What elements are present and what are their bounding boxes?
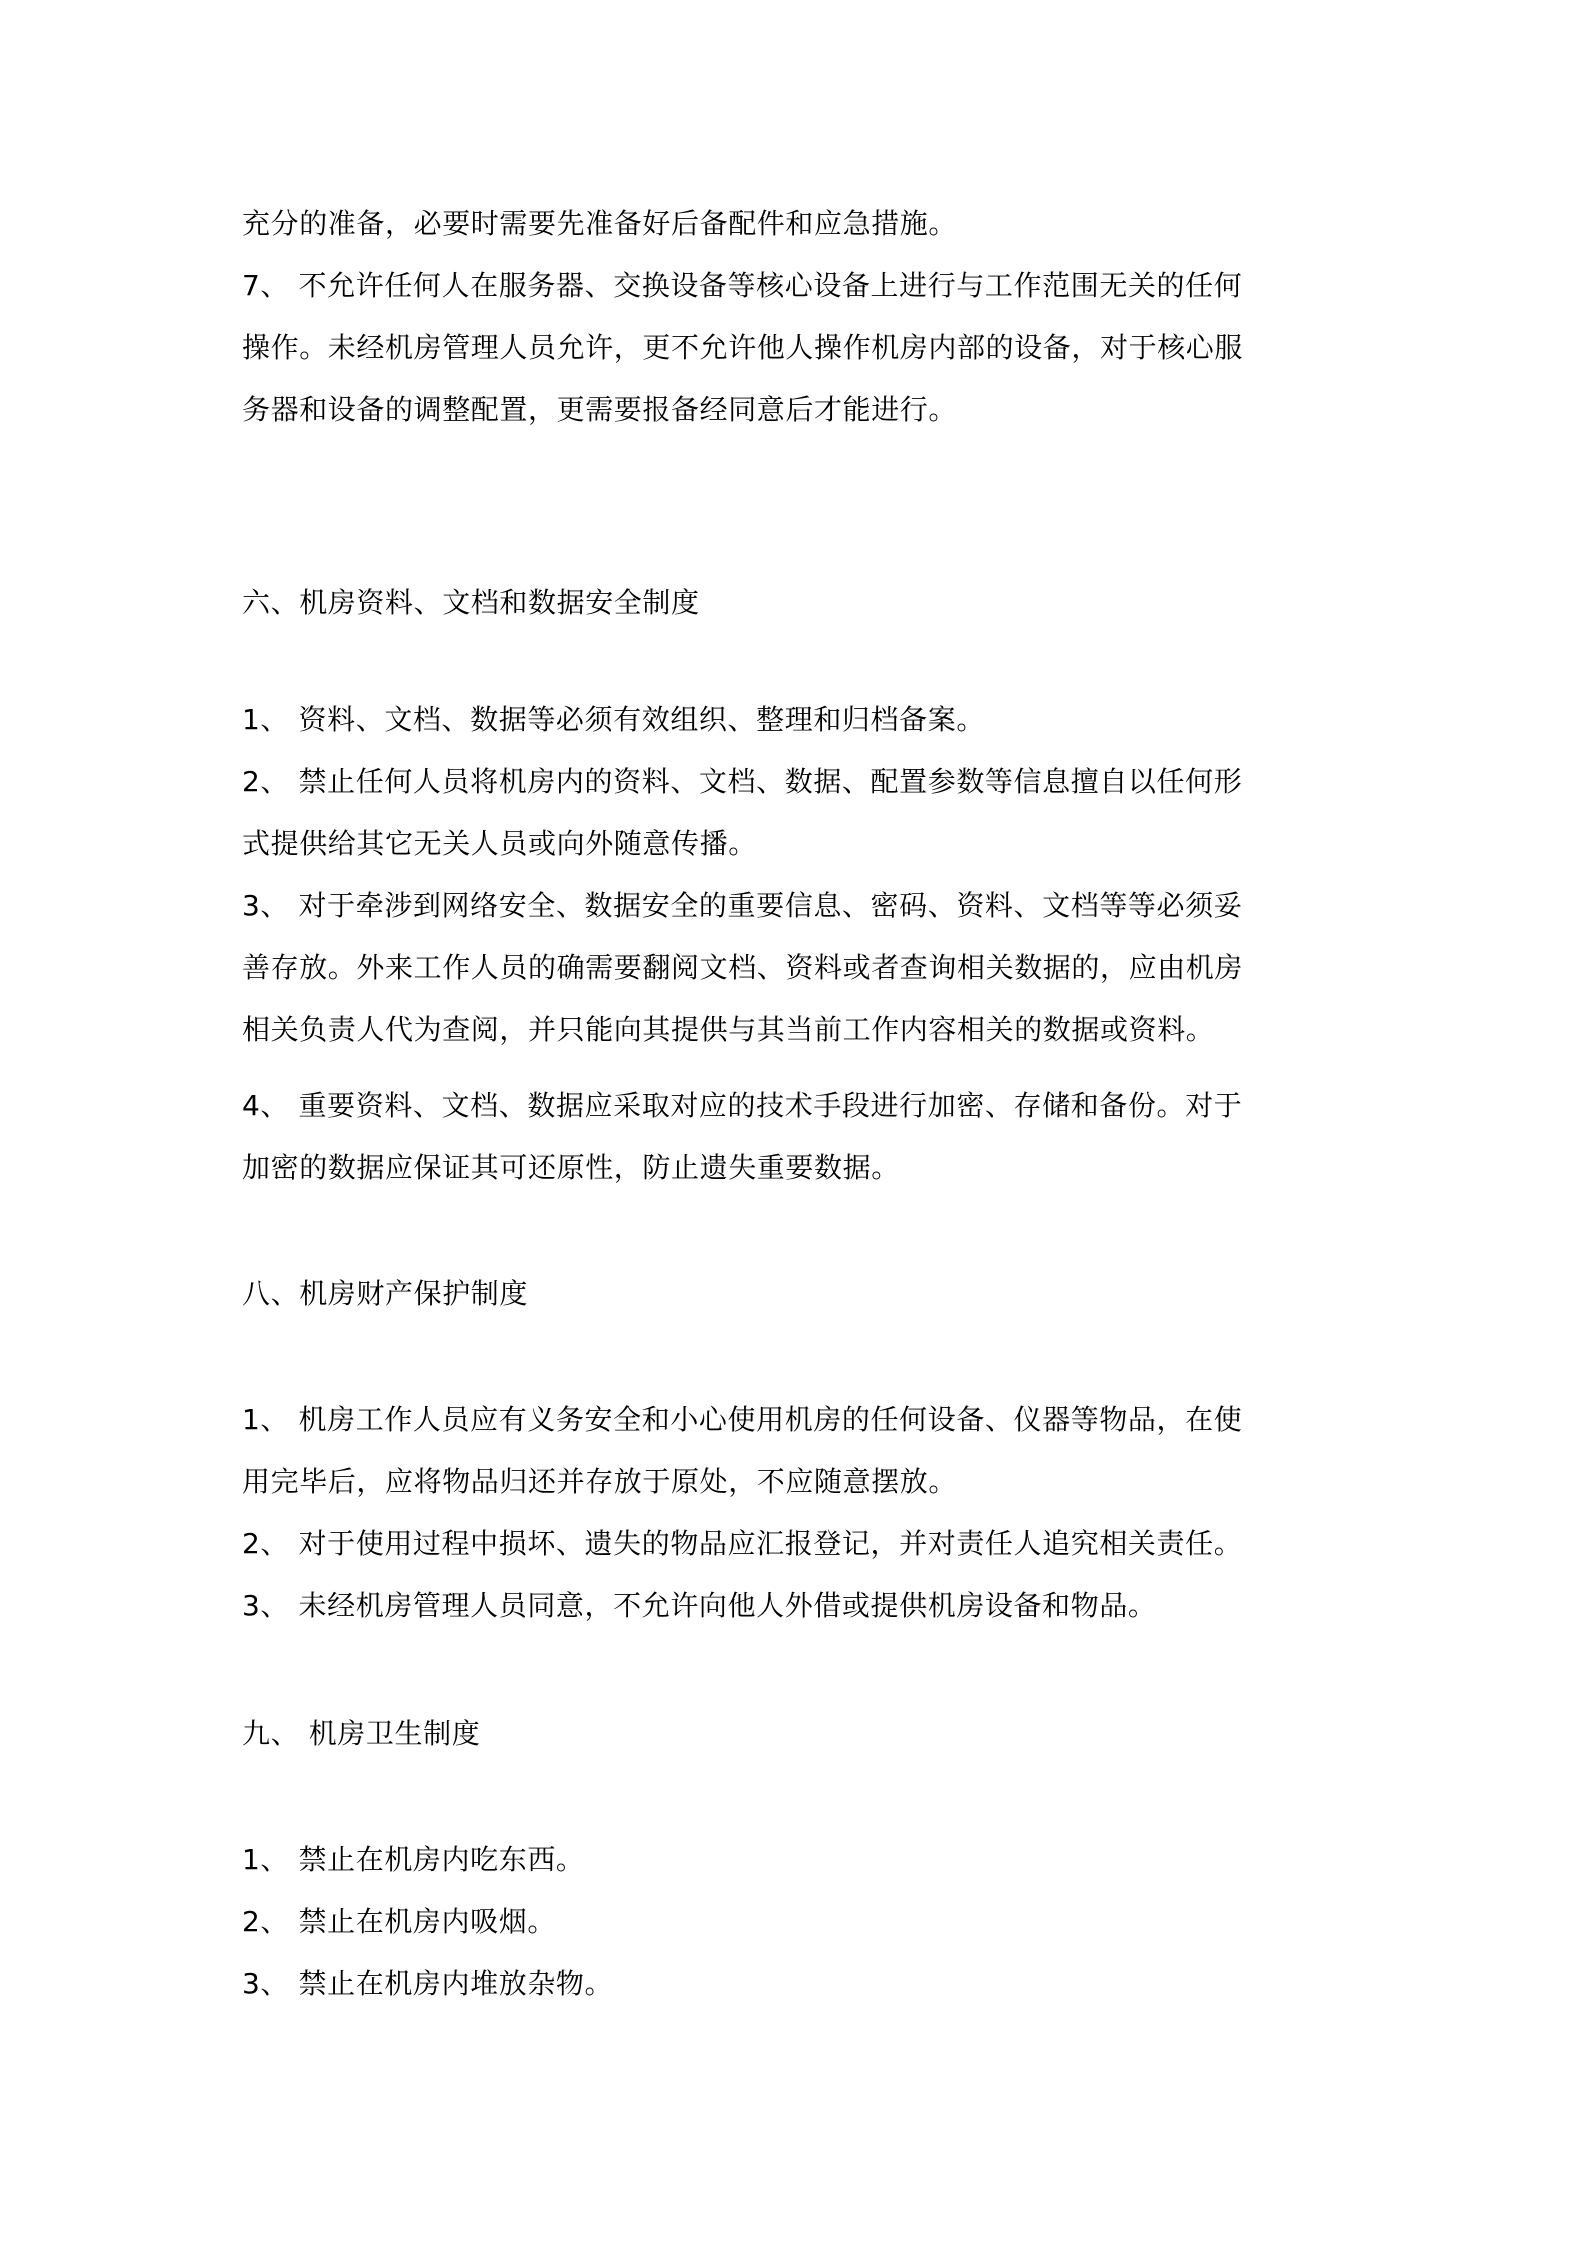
section-9-heading [242,1703,1362,1765]
text-line: 充分的准备，必要时需要先准备好后备配件和应急措施。 [242,207,958,240]
section-6-heading [242,572,1362,634]
intro-paragraph [242,193,1362,441]
text-line: 1、 资料、文档、数据等必须有效组织、整理和归档备案。 [242,703,985,736]
section-8-items [242,1389,1362,1637]
text-line: 善存放。外来工作人员的确需要翻阅文档、资料或者查询相关数据的，应由机房 [242,951,1244,984]
text-line: 7、 不允许任何人在服务器、交换设备等核心设备上进行与工作范围无关的任何 [242,269,1243,302]
section-title: 六、机房资料、文档和数据安全制度 [242,586,700,619]
text-line: 相关负责人代为查阅，并只能向其提供与其当前工作内容相关的数据或资料。 [242,1013,1215,1046]
text-line: 2、 对于使用过程中损坏、遗失的物品应汇报登记，并对责任人追究相关责任。 [242,1527,1243,1560]
text-line: 2、 禁止任何人员将机房内的资料、文档、数据、配置参数等信息擅自以任何形 [242,765,1243,798]
text-line: 1、 禁止在机房内吃东西。 [242,1843,585,1876]
text-line: 加密的数据应保证其可还原性，防止遗失重要数据。 [242,1151,900,1184]
section-9-items [242,1829,1362,2015]
text-line: 3、 未经机房管理人员同意，不允许向他人外借或提供机房设备和物品。 [242,1589,1157,1622]
text-line: 4、 重要资料、文档、数据应采取对应的技术手段进行加密、存储和备份。对于 [242,1089,1243,1122]
text-line: 2、 禁止在机房内吸烟。 [242,1905,556,1938]
text-line: 务器和设备的调整配置，更需要报备经同意后才能进行。 [242,393,958,426]
section-title: 八、机房财产保护制度 [242,1277,529,1310]
section-8-heading [242,1263,1362,1325]
text-line: 3、 禁止在机房内堆放杂物。 [242,1967,614,2000]
text-line: 1、 机房工作人员应有义务安全和小心使用机房的任何设备、仪器等物品，在使 [242,1403,1243,1436]
text-line: 3、 对于牵涉到网络安全、数据安全的重要信息、密码、资料、文档等等必须妥 [242,889,1243,922]
text-line: 操作。未经机房管理人员允许，更不允许他人操作机房内部的设备，对于核心服 [242,331,1244,364]
section-6-items [242,689,1362,1199]
text-line: 用完毕后，应将物品归还并存放于原处，不应随意摆放。 [242,1465,958,1498]
section-title: 九、 机房卫生制度 [242,1717,481,1750]
text-line: 式提供给其它无关人员或向外随意传播。 [242,827,757,860]
